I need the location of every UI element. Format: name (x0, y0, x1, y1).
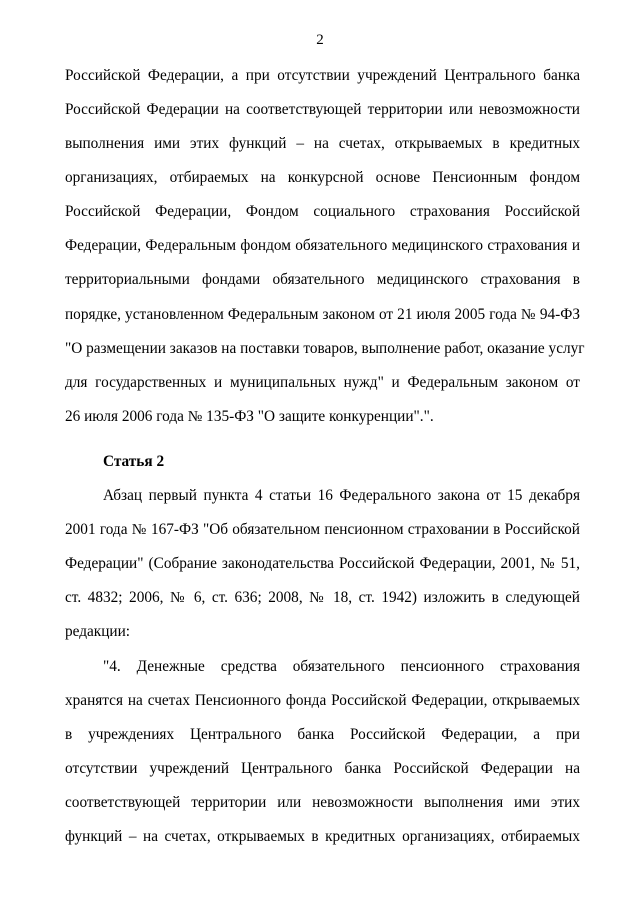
text-line: редакции: (65, 623, 131, 640)
text-line: организациях, отбираемых на конкурсной основе Пенсионным фондом (65, 169, 580, 186)
text-line: Российской Федерации, а при отсутствии учреждений Центрального банка (65, 67, 580, 84)
text-line: функций – на счетах, открываемых в кредитных организациях, отбираемых (65, 828, 580, 845)
text-line: в учреждениях Центрального банка Российской Федерации, а при (65, 726, 580, 743)
text-line: порядке, установленном Федеральным законом от 21 июля 2005 года № 94-ФЗ (65, 306, 580, 323)
text-line: Федерации" (Собрание законодательства Российской Федерации, 2001, № 51, (65, 555, 580, 572)
text-line: для государственных и муниципальных нужд" и Федеральным законом от (65, 374, 580, 391)
text-line: выполнения ими этих функций – на счетах, открываемых в кредитных (65, 135, 580, 152)
text-line: соответствующей территории или невозможности выполнения ими этих (65, 794, 580, 811)
page-number: 2 (316, 32, 324, 48)
text-line: Российской Федерации на соответствующей территории или невозможности (65, 101, 580, 118)
text-line: Абзац первый пункта 4 статьи 16 Федерального закона от 15 декабря (103, 487, 580, 504)
text-line: отсутствии учреждений Центрального банка Российской Федерации на (65, 760, 580, 777)
text-line: Федерации, Федеральным фондом обязательного медицинского страхования и (65, 237, 580, 254)
text-line: 26 июля 2006 года № 135-ФЗ "О защите конкуренции".". (65, 408, 434, 425)
text-line: территориальными фондами обязательного медицинского страхования в (65, 271, 580, 288)
text-line: 2001 года № 167-ФЗ "Об обязательном пенсионном страховании в Российской (65, 521, 580, 538)
text-line: "4. Денежные средства обязательного пенсионного страхования (103, 658, 580, 675)
text-line: хранятся на счетах Пенсионного фонда Российской Федерации, открываемых (65, 692, 580, 709)
text-line: "О размещении заказов на поставки товаров, выполнение работ, оказание услуг (65, 340, 585, 357)
article-heading: Статья 2 (103, 453, 165, 470)
text-line: ст. 4832; 2006, № 6, ст. 636; 2008, № 18, ст. 1942) изложить в следующей (65, 589, 580, 606)
text-line: Российской Федерации, Фондом социального страхования Российской (65, 203, 580, 220)
